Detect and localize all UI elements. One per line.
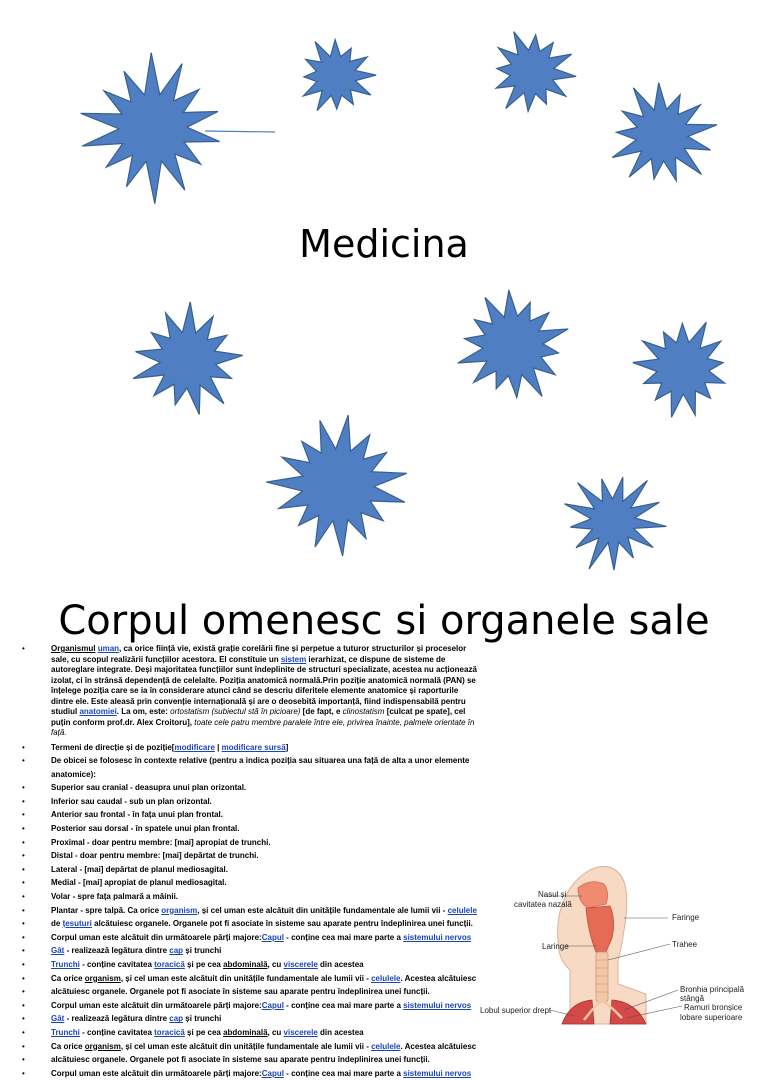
- trachea-shape: [596, 952, 608, 1002]
- starburst-shape: [303, 40, 376, 111]
- link-toracica[interactable]: toracică: [154, 960, 185, 969]
- link-trunchi[interactable]: Trunchi: [51, 960, 80, 969]
- link-capul[interactable]: Capul: [261, 1068, 284, 1078]
- list-item-cont: • alcătuiesc organele. Organele pot fi asociate în sisteme sau aparate pentru îndeplinirea unei funcții.: [22, 1053, 482, 1067]
- list-item: • Corpul uman este alcătuit din următoarele părți majore:Capul - conține cea mai mare parte a sistemului nervos: [22, 999, 482, 1013]
- list-item: • Lateral - [mai] depărtat de planul mediosagital.: [22, 863, 482, 877]
- list-item-cont: • de țesuturi alcătuiesc organele. Organele pot fi asociate în sisteme sau aparate pentru îndeplinirea unei funcții.: [22, 917, 482, 931]
- list-item: • Ca orice organism, și cel uman este alcătuit din unitățile fundamentale ale lumii vii - celulele. Acestea alcătuiesc: [22, 972, 482, 986]
- link-organismul[interactable]: Organismul: [51, 644, 96, 653]
- list-item: • Distal - doar pentru membre: [mai] depărtat de trunchi.: [22, 849, 482, 863]
- starburst-shape: [81, 53, 220, 204]
- label-trahee: Trahee: [672, 940, 698, 949]
- link-sistem[interactable]: sistem: [280, 654, 307, 664]
- link-toracica[interactable]: toracică: [154, 1027, 185, 1037]
- link-sistemului-nervos[interactable]: sistemului nervos: [403, 1068, 472, 1078]
- list-item: • Gât - realizează legătura dintre cap și trunchi: [22, 944, 482, 958]
- document-body: [22, 644, 482, 1078]
- link-abdominala[interactable]: abdominală: [223, 1027, 268, 1037]
- label-laringe: Laringe: [542, 942, 569, 951]
- link-anatomiei[interactable]: anatomiei: [79, 707, 117, 716]
- starburst-shape: [266, 415, 406, 556]
- starburst-shape: [496, 32, 576, 112]
- link-sistemului-nervos[interactable]: sistemului nervos: [403, 1000, 472, 1010]
- list-item-cont: • alcătuiesc organele. Organele pot fi asociate în sisteme sau aparate pentru îndeplinirea unei funcții.: [22, 985, 482, 999]
- starburst-shape: [565, 477, 667, 570]
- starburst-shape: [612, 83, 717, 181]
- terms-heading: • Termeni de direcție și de poziție[modificare | modificare sursă]: [22, 741, 482, 755]
- star-connector-line: [205, 131, 275, 132]
- list-item: • Corpul uman este alcătuit din următoarele părți majore:Capul - conține cea mai mare parte a sistemului nervos: [22, 1067, 482, 1080]
- list-item: • Volar - spre fața palmară a mâinii.: [22, 890, 482, 904]
- link-abdominala[interactable]: abdominală: [223, 960, 268, 969]
- list-item: • Inferior sau caudal - sub un plan orizontal.: [22, 795, 482, 809]
- list-item: • Posterior sau dorsal - în spatele unui plan frontal.: [22, 822, 482, 836]
- list-item: • De obicei se folosesc în contexte relative (pentru a indica poziția sau situarea una față de alta a unor elemente anatomice):: [22, 754, 482, 781]
- list-item: • Ca orice organism, și cel uman este alcătuit din unitățile fundamentale ale lumii vii - celulele. Acestea alcătuiesc: [22, 1040, 482, 1054]
- starburst-shape: [458, 290, 568, 398]
- link-cap[interactable]: cap: [169, 1014, 184, 1024]
- list-item: • Anterior sau frontal - în fața unui plan frontal.: [22, 808, 482, 822]
- label-bronhia: Bronhia principală stângă: [680, 985, 745, 1003]
- link-viscerele[interactable]: viscerele: [283, 1027, 318, 1037]
- link-organism[interactable]: organism: [84, 1041, 121, 1051]
- link-uman[interactable]: uman: [97, 644, 120, 653]
- edit-link[interactable]: modificare: [174, 742, 215, 752]
- link-gat[interactable]: Gât: [51, 1014, 65, 1024]
- intro-paragraph: • Organismul uman, ca orice ființă vie, există grație corelării fine și perpetue a tuturor structurilor și proceselor sale, cu scopul realizării funcțiilor acestora. El constituie un sistem ierarhizat, ce dispune de sisteme de autoreglare integrate. Deși majoritatea funcțiilor sunt îndeplinite de structuri specializate, acestea nu acționează izolat, ci în strânsă dependență de celelalte. Poziția anatomică normală.Prin poziție anatomică normală (PAN) se înțelege poziția care se ia în considerare atunci când se descriu diferitele elemente anatomice și raporturile dintre ele. Este aleasă prin convenție internațională și are o deosebită importanță, fiind indispensabilă pentru studiul anatomiei. La om, este: ortostatism (subiectul stă în picioare) [de fapt, e clinostatism [culcat pe spate], cel puțin conform prof.dr. Alex Croitoru], toate cele patru membre paralele între ele, privirea înainte, palmele orientate în față.: [22, 644, 482, 739]
- link-organism[interactable]: organism: [161, 905, 198, 915]
- link-capul[interactable]: Capul: [261, 1000, 284, 1010]
- link-capul[interactable]: Capul: [261, 932, 284, 942]
- list-item: • Corpul uman este alcătuit din următoarele părți majore:Capul - conține cea mai mare parte a sistemului nervos: [22, 931, 482, 945]
- link-cap[interactable]: cap: [169, 946, 184, 956]
- label-lobul: Lobul superior drept: [480, 1006, 552, 1015]
- link-celulele[interactable]: celulele: [371, 1041, 401, 1051]
- slide-title: Medicina: [299, 222, 469, 266]
- label-ramuri-2: lobare superioare: [680, 1013, 743, 1022]
- link-trunchi[interactable]: Trunchi: [51, 1027, 80, 1037]
- link-celulele[interactable]: celulele: [447, 905, 477, 915]
- link-tesuturi[interactable]: țesuturi: [62, 919, 92, 929]
- link-viscerele[interactable]: viscerele: [283, 960, 318, 969]
- slide-subtitle: Corpul omenesc si organele sale: [58, 598, 710, 644]
- link-sistemului-nervos[interactable]: sistemului nervos: [403, 932, 472, 942]
- list-item: • Plantar - spre talpă. Ca orice organism, și cel uman este alcătuit din unitățile fundamentale ale lumii vii - celulele: [22, 904, 482, 918]
- starburst-shape: [633, 322, 725, 417]
- label-ramuri: Ramuri bronșice: [684, 1003, 743, 1012]
- link-organism[interactable]: organism: [84, 973, 121, 983]
- list-item: • Gât - realizează legătura dintre cap și trunchi: [22, 1012, 482, 1026]
- list-item: • Proximal - doar pentru membre: [mai] apropiat de trunchi.: [22, 836, 482, 850]
- list-item: • Medial - [mai] apropiat de planul mediosagital.: [22, 876, 482, 890]
- starburst-shape: [133, 302, 243, 415]
- label-faringe: Faringe: [672, 913, 700, 922]
- link-gat[interactable]: Gât: [51, 946, 65, 956]
- list-item: • Trunchi - conține cavitatea toracică și pe cea abdominală, cu viscerele din acestea: [22, 958, 482, 972]
- list-item: • Superior sau cranial - deasupra unui plan orizontal.: [22, 781, 482, 795]
- edit-source-link[interactable]: modificare sursă: [221, 742, 286, 752]
- link-celulele[interactable]: celulele: [371, 973, 401, 983]
- label-nasal-cavity: cavitatea nazală: [514, 900, 572, 909]
- list-item: • Trunchi - conține cavitatea toracică și pe cea abdominală, cu viscerele din acestea: [22, 1026, 482, 1040]
- label-nasal: Nasul și: [538, 890, 567, 899]
